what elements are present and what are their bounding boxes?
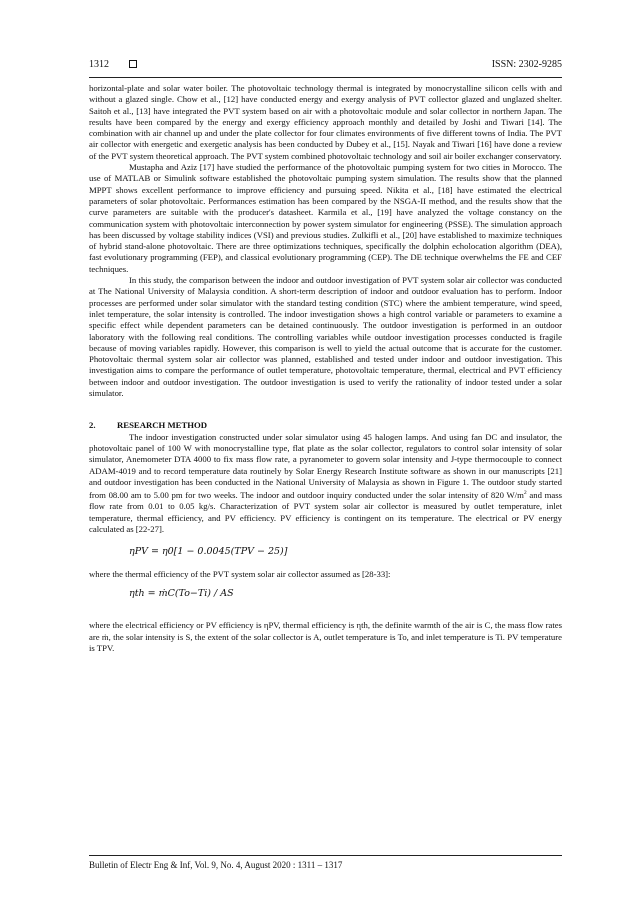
section-heading [89, 420, 562, 431]
paragraph-1: horizontal-plate and solar water boiler. The photovoltaic technology thermal is integrated by monocrystalline silicon cells with and without a glazed single. Chow et al., [12] have conducted energy and exergy analysis of PVT collector glazed and unglazed shelter. Saitoh et al., [13] have integrated the PVT system based on air with a photovoltaic module and solar collector in northern Japan. The results have been compared by the energy and exergy efficiency approach monthly and detailed by Joshi and Tiwari [14]. The combination with air channel up and under the plate collector for four climates environments of five different towns of India. The PVT air collector with energetic and exergetic analysis has been conducted by Dubey et al., [15]. Nayak and Tiwari [16] have done a review of the PVT system theoretical approach. The PVT system combined photovoltaic technology and soil air boiler exchanger conservatory. [89, 83, 562, 161]
equation-2-text: ηth = ṁC(To−Ti) / AS [129, 588, 234, 600]
issn-label: ISSN: 2302-9285 [491, 59, 562, 70]
running-header [89, 59, 562, 75]
method-text-a: The indoor investigation constructed under solar simulator using 45 halogen lamps. And using fan DC and insulator, the photovoltaic panel of 100 W with monocrystalline type, flat plate as the solar collector, regulators to control solar intensity of solar simulator, Anemometer DTA 4000 to fix mass flow rate, a pyranometer to govern solar intensity and J-type thermocouple to connect ADAM-4019 and to record temperature data routinely by Solar Energy Research Institute software as shown in our manuscripts [21] and outdoor investigation has been conducted in the National University of Malaysia as shown in Figure 1. The outdoor study started from 08.00 am to 5.00 pm for two weeks. The indoor and outdoor inquiry conducted under the solar intensity of 820 W/m [89, 431, 562, 500]
equation-thermal-efficiency [129, 588, 562, 610]
equation-pv-efficiency [129, 545, 562, 559]
paragraph-definitions: where the electrical efficiency or PV efficiency is ηPV, thermal efficiency is ηth, the definite warmth of the air is C, the mass flow rates are ṁ, the solar intensity is S, the extent of the solar collector is A, outlet temperature is To, and inlet temperature is Ti. PV temperature is TPV. [89, 620, 562, 654]
square-icon [129, 60, 137, 68]
running-footer: Bulletin of Electr Eng & Inf, Vol. 9, No. 4, August 2020 : 1311 – 1317 [89, 860, 343, 870]
section-title: RESEARCH METHOD [117, 420, 208, 431]
paragraph-3: In this study, the comparison between the indoor and outdoor investigation of PVT system solar air collector was conducted at The National University of Malaysia condition. A short-term description of indoor and outdoor evaluation has to perform. Indoor processes are performed under solar simulator with the standard testing condition (STC) where the ambient temperature, wind speed, inlet temperature, the solar intensity is controlled. The indoor investigation shows a high control variable or parameters to examine a specific effect while dependent parameters can be detained continuously. The outdoor investigation is performed in an outdoor laboratory with the following real conditions. The controlling variables while outdoor investigation processes conducted is fragile because of moving variables rapidly. However, this comparison is well to yield the actual outcome that is accurate for the customer. Photovoltaic thermal system solar air collector was planned, established and tested under indoor and outdoor investigation. This investigation aims to compare the performance of outlet temperature, photovoltaic temperature, thermal, electrical and PVT efficiency between indoor and outdoor investigation. The outdoor investigation is used to verify the rationality of indoor tested under a solar simulator. [89, 275, 562, 399]
body-text [89, 83, 562, 654]
paragraph-method [89, 432, 562, 536]
paragraph-thermal: where the thermal efficiency of the PVT system solar air collector assumed as [28-33]: [89, 569, 391, 580]
method-superscript: 2 [523, 490, 527, 497]
footer-rule [89, 855, 562, 856]
equation-1-text: ηPV = η0[1 − 0.0045(TPV − 25)] [129, 546, 288, 558]
header-rule [89, 77, 562, 78]
page-number: 1312 [89, 59, 109, 70]
section-number: 2. [89, 420, 96, 431]
paragraph-2: Mustapha and Aziz [17] have studied the performance of the photovoltaic pumping system for two cities in Morocco. The use of MATLAB or Simulink software established the photovoltaic pumping system simulation. The results show that the planned MPPT shows excellent performance to improve efficiency and pursuing speed. Nikita et al., [18] have estimated the electrical parameters of solar photovoltaic. Performances estimation has been compared by the NSGA-II method, and the results show that the curve parameters are suitable with the producer's datasheet. Karmila et al., [19] have analyzed the voltage constancy on the communication system with photovoltaic interconnection by power system simulator for engineering (PSSE). The simulation approach has been discussed by voltage stability indices (VSI) and previous studies. Zulkifli et al., [20] have established to maximize techniques of hybrid stand-alone photovoltaic. There are three optimizations techniques, specifically the dolphin echolocation algorithm (DEA), fast evolutionary programming (FEP), and classical evolutionary programming (CEP). The DE technique overwhelms the FE and CEF techniques. [89, 162, 562, 274]
method-text-b: and mass flow rate from 0.01 to 0.05 kg/s. Characterization of PVT system solar air collector is measured by outlet temperature, inlet temperature, thermal efficiency, and PV efficiency. PV efficiency is contingent on its temperature. The electrical or PV energy calculated as [22-27]. [89, 489, 562, 534]
